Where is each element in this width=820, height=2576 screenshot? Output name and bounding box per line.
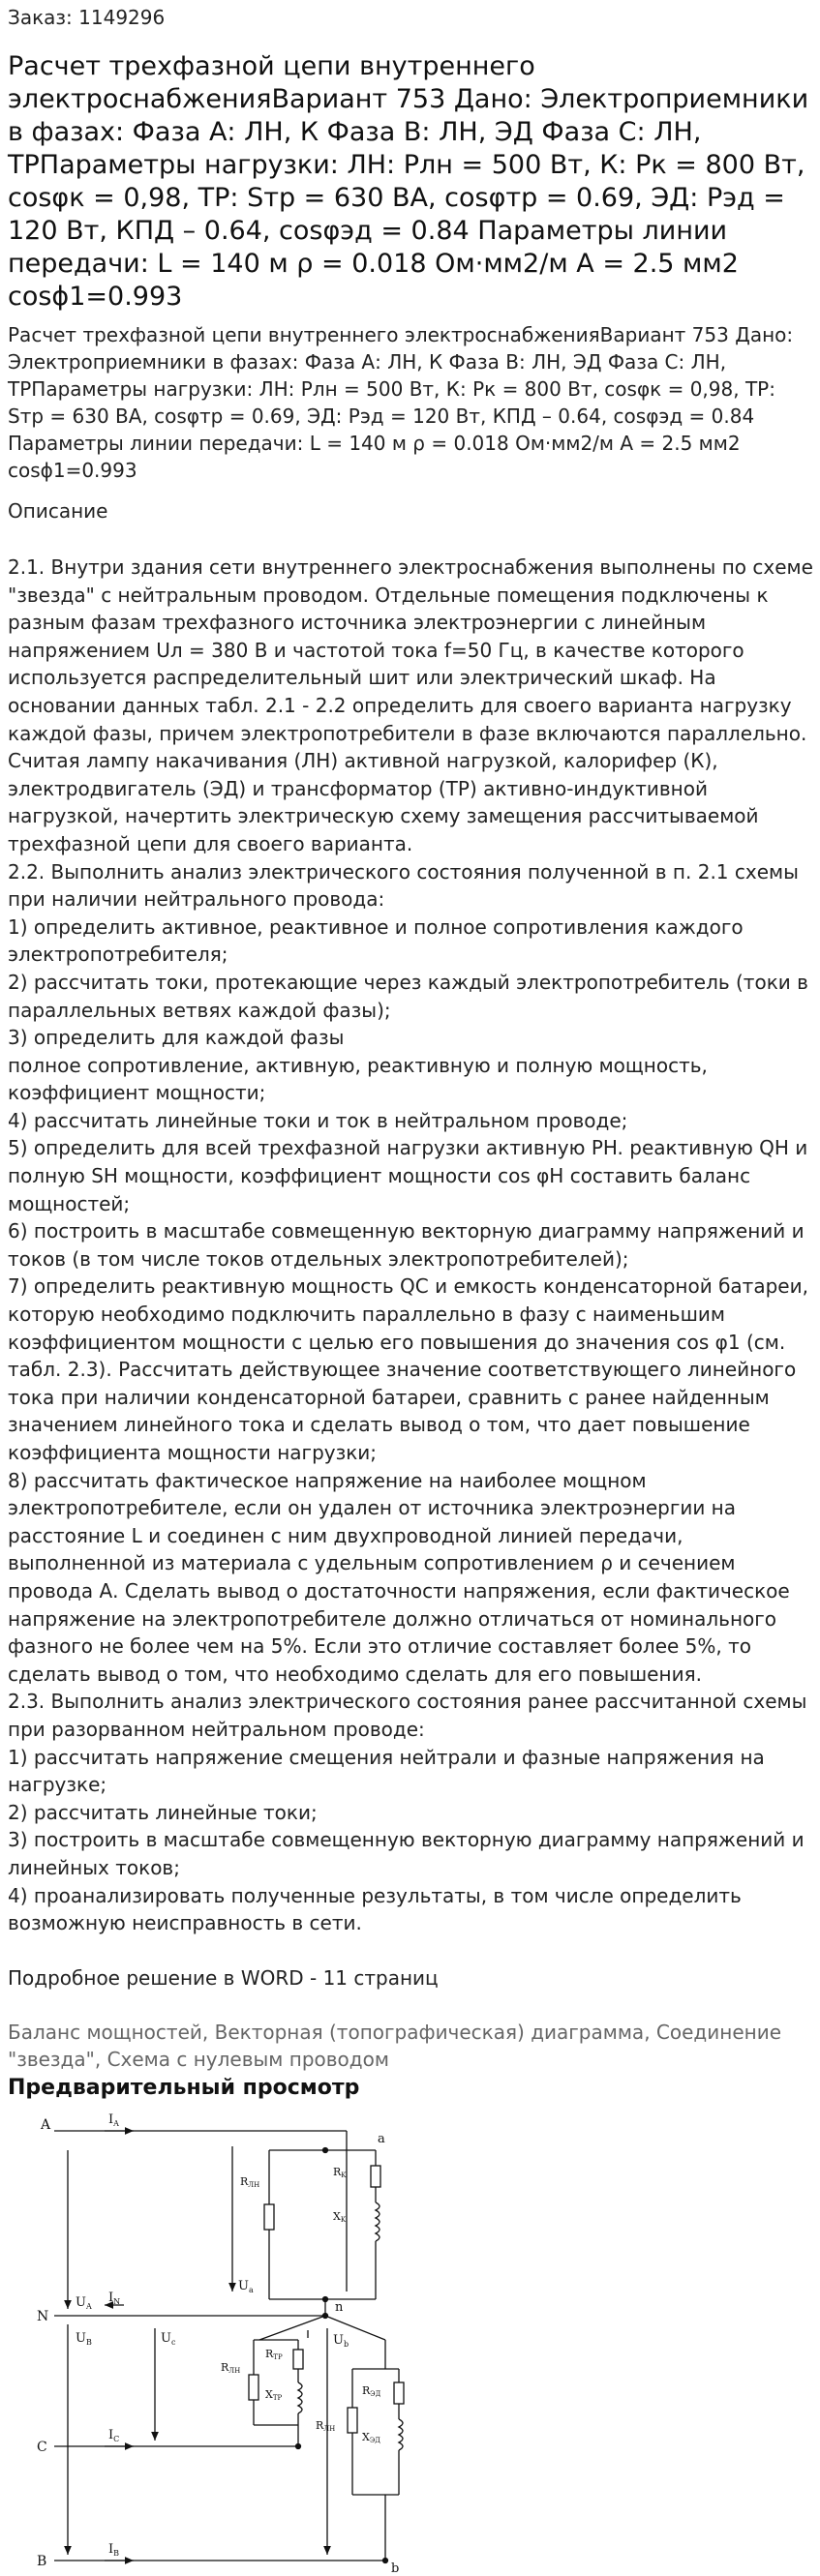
label-c: C xyxy=(37,2440,47,2455)
label-x-k: XK xyxy=(333,2210,347,2224)
label-r-lh-c: RЛН xyxy=(221,2361,241,2375)
phase-b-loads xyxy=(348,2340,404,2561)
description-text: 2.1. Внутри здания сети внутреннего электроснабжения выполнены по схеме "звезда" с нейтральным проводом. Отдельные помещения подключены к разным фазам трехфазного источника электроэнергии с линейным напряжением Uл = 380 В и частотой тока f=50 Гц, в качестве которого используется распределительный шит или электрический шкаф. На основании данных табл. 2.1 - 2.2 определить для своего варианта нагрузку каждой фазы, причем электропотребители в фазе включаются параллельно. Считая лампу накачивания (ЛН) активной нагрузкой, калорифер (К), электродвигатель (ЭД) и трансформатор (ТР) активно-индуктивной нагрузкой, начертить электрическую схему замещения рассчитываемой трехфазной цепи для своего варианта. 2.2. Выполнить анализ электрического состояния полученной в п. 2.1 схемы при наличии нейтрального провода: 1) определить активное, реактивное и полное сопротивления каждого электропотребителя; 2) рассчитать токи, протекающие через каждый электропотребитель (токи в параллельных ветвях каждой фазы); 3) определить для каждой фазы полное сопротивление, активную, реактивную и полную мощность, коэффициент мощности; 4) рассчитать линейные токи и ток в нейтральном проводе; 5) определить для всей трехфазной нагрузки активную PH. реактивную QH и полную SH мощности, коэффициент мощности cos φH составить баланс мощностей; 6) построить в масштабе совмещенную векторную диаграмму напряжений и токов (в том числе токов отдельных электропотребителей); 7) определить реактивную мощность QC и емкость конденсаторной батареи, которую необходимо подключить параллельно в фазу с наименьшим коэффициентом мощности с целью его повышения до значения cos φ1 (см. табл. 2.3). Рассчитать действующее значение соответствующего линейного тока при наличии конденсаторной батареи, сравнить с ранее найденным значением линейного тока и сделать вывод о том, что дает повышение коэффициента мощности нагрузки; 8) рассчитать фактическое напряжение на наиболее мощном электропотребителе, если он удален от источника электроэнергии на расстояние L и соединен с ним двухпроводной линией передачи, выполненной из материала с удельным сопротивлением ρ и сечением провода А. Сделать вывод о достаточности напряжения, если фактическое напряжение на электропотребителе должно отличаться от номинального фазного не более чем на 5%. Если это отличие составляет более 5%, то сделать вывод о том, что необходимо сделать для его повышения. 2.3. Выполнить анализ электрического состояния ранее рассчитанной схемы при разорванном нейтральном проводе: 1) рассчитать напряжение смещения нейтрали и фазные напряжения на нагрузке; 2) рассчитать линейные токи; 3) построить в масштабе совмещенную векторную диаграмму напряжений и линейных токов; 4) проанализировать полученные результаты, в том числе определить возможную неисправность в сети. xyxy=(8,555,813,1935)
tag-list xyxy=(8,2019,813,2073)
solution-detail: Подробное решение в WORD - 11 страниц xyxy=(8,1965,439,1990)
label-x-tp: XTP xyxy=(265,2388,283,2402)
tag-separator: , xyxy=(201,2020,215,2044)
label-node-b: b xyxy=(391,2561,400,2572)
tag-separator: , xyxy=(644,2020,656,2044)
line-a xyxy=(54,2131,347,2291)
label-ic: $I_C$ xyxy=(108,2428,120,2443)
label-r-tp: RTP xyxy=(265,2348,283,2361)
label-n: N xyxy=(37,2309,49,2324)
label-ub: $U_b$ xyxy=(333,2333,349,2349)
label-x-ed: XЭД xyxy=(362,2431,380,2444)
label-uc: $U_c$ xyxy=(161,2331,176,2347)
label-r-lh-b: RЛН xyxy=(316,2419,336,2433)
circuit-diagram xyxy=(8,2108,414,2572)
tag-separator: , xyxy=(94,2047,107,2071)
label-r-lh-a: RЛН xyxy=(240,2175,260,2189)
page-subtitle: Расчет трехфазной цепи внутреннего электроснабженияВариант 753 Дано: Электроприемники в фазах: Фаза А: ЛН, К Фаза В: ЛН, ЭД Фаза С: ЛН, ТРПараметры нагрузки: ЛН: Pлн = 500 Вт, К: Pк = 800 Вт, cosφк = 0,98, ТР: Sтр = 630 ВА, cosφтр = 0.69, ЭД: Pэд = 120 Вт, КПД – 0.64, cosφэд = 0.84 Параметры линии передачи: L = 140 м ρ = 0.018 Ом·мм2/м A = 2.5 мм2 cosϕ1=0.993 xyxy=(8,323,794,482)
line-n xyxy=(54,2305,328,2319)
label-r-ed: RЭД xyxy=(362,2384,381,2398)
label-ub-left: $U_B$ xyxy=(76,2331,92,2347)
tag-link-star-connection[interactable]: Соединение "звезда" xyxy=(8,2020,781,2071)
tag-link-neutral-wire[interactable]: Схема с нулевым проводом xyxy=(106,2047,389,2071)
preview-image xyxy=(8,2108,414,2572)
label-r-k: RK xyxy=(333,2166,347,2179)
phase-a-loads xyxy=(264,2148,380,2302)
label-a: A xyxy=(41,2117,51,2133)
order-number: Заказ: 1149296 xyxy=(8,6,166,29)
label-in: $I_N$ xyxy=(108,2291,121,2306)
tag-link-vector-diagram[interactable]: Векторная (топографическая) диаграмма xyxy=(214,2020,645,2044)
label-ua: $U_A$ xyxy=(76,2295,92,2311)
preview-heading: Предварительный просмотр xyxy=(8,2076,360,2100)
description-label: Описание xyxy=(8,499,108,523)
line-c xyxy=(54,2444,301,2449)
label-node-n: n xyxy=(335,2300,344,2315)
label-ib: $I_B$ xyxy=(108,2542,120,2558)
label-b: B xyxy=(37,2554,47,2569)
page-content xyxy=(8,0,813,2572)
line-b xyxy=(54,2559,388,2563)
page-title: Расчет трехфазной цепи внутреннего электроснабженияВариант 753 Дано: Электроприемники в фазах: Фаза А: ЛН, К Фаза В: ЛН, ЭД Фаза С: ЛН, ТРПараметры нагрузки: ЛН: Pлн = 500 Вт, К: Pк = 800 Вт, cosφк = 0,98, ТР: Sтр = 630 ВА, cosφтр = 0.69, ЭД: Pэд = 120 Вт, КПД – 0.64, cosφэд = 0.84 Параметры линии передачи: L = 140 м ρ = 0.018 Ом·мм2/м A = 2.5 мм2 cosϕ1=0.993 xyxy=(8,51,809,312)
label-ua-lower: $U_a$ xyxy=(238,2279,254,2294)
label-ia: $I_A$ xyxy=(108,2112,119,2128)
label-node-a: a xyxy=(378,2132,385,2146)
tag-link-power-balance[interactable]: Баланс мощностей xyxy=(8,2020,202,2044)
